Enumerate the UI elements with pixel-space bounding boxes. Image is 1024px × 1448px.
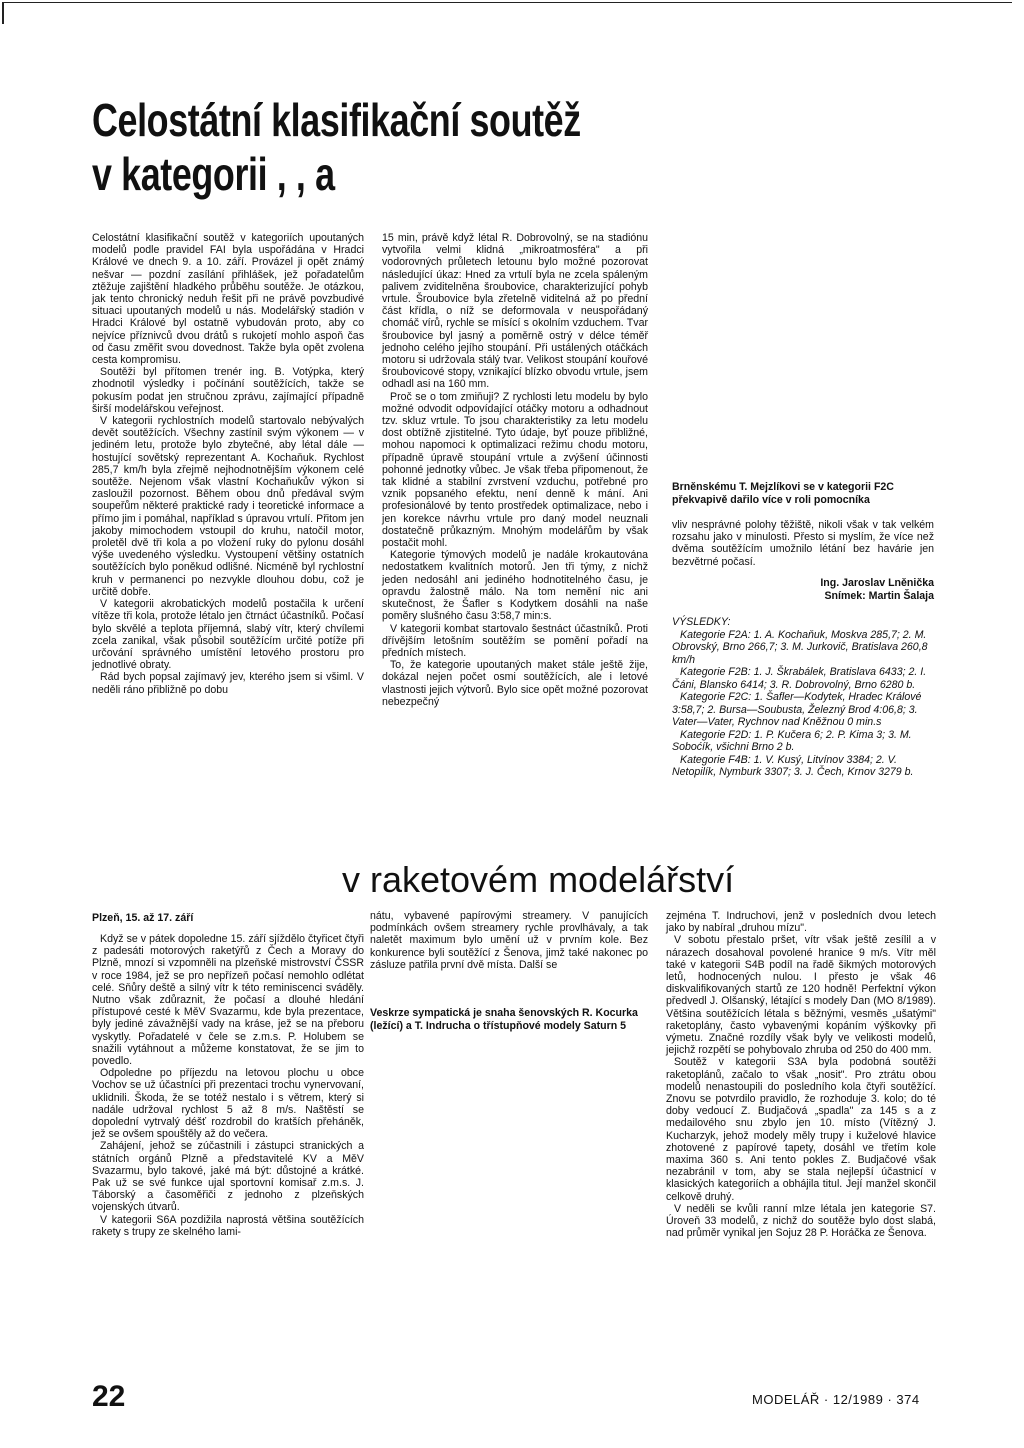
result-line: Kategorie F2C: 1. Šafler—Kodytek, Hradec Králové 3:58,7; 2. Bursa—Soubusta, Železný Brod 4:06,8; 3. Vater—Vater, Rychnov nad Kněžnou 0 min.s bbox=[672, 691, 922, 728]
result-line: Kategorie F4B: 1. V. Kusý, Litvínov 3384; 2. V. Netopilík, Nymburk 3307; 3. J. Čech, Krnov 3279 b. bbox=[672, 753, 914, 778]
dateline: Plzeň, 15. až 17. září bbox=[92, 912, 194, 924]
article2-column-2 bbox=[370, 910, 648, 971]
result-line: Kategorie F2A: 1. A. Kochaňuk, Moskva 285,7; 2. M. Obrovský, Brno 266,7; 3. M. Jurkovič, Bratislava 260,8 km/h bbox=[672, 628, 928, 666]
paragraph: Proč se o tom zmiňuji? Z rychlosti letu modelu by bylo možné odvodit odpovídající otáčky motoru a odhadnout tzv. skluz vrtule. To jsou charakteristiky za letu modelu dost obtížně zjistitelné. Tyto údaje, byť pouze přibližné, mohou napomoci k optimalizaci režimu chodu motoru, případně úpravě stoupání vrtule a zvýšení účinnosti pohonné jednotky vůbec. Je však třeba připomenout, že tak klidné a stabilní zvrstvení vzduchu, potřebné pro vznik popsaného efektu, není denně k mání. Ani profesionálové by tento prostředek optimalizace, nebo i jen korekce návrhu vrtule pro daný model neuznali dostatečně průkazným. Mnohým modelářům by však postačit mohl. bbox=[382, 390, 648, 550]
paragraph: V sobotu přestalo pršet, vítr však ještě zesílil a v nárazech dosahoval povolené hranice 9 m/s. Vítr měl také v kategorii S4B podíl na řadě šikmých motorových letů, hodnocených nulou. I přesto je však 46 diskvalifikovaných startů ze 120 hodně! Perfektní výkon předvedl J. Olšanský, létající s modely Dan (MO 8/1989). Většina soutěžících létala s běžnými, vesměs „ušatými" raketoplány, často vybavenými kopáním výškovky při výmetu. Značné rozdíly však byly ve velikosti modelů, jejichž rozpětí se pohybovalo zhruba od 250 do 400 mm. bbox=[666, 934, 936, 1057]
article1-column-1 bbox=[92, 232, 364, 696]
paragraph: Soutěži byl přítomen trenér ing. B. Votýpka, který zhodnotil výsledky i počínání soutěžících, takže se pokusím podat jen stručnou zprávu, zajímající případně širší modelářskou veřejnost. bbox=[92, 366, 364, 415]
paragraph: Soutěž v kategorii S3A byla podobná soutěži raketoplánů, začalo to však „nosit". Pro ztrátu obou modelů nenastoupili do posledního kola čtyři soutěžící. Znovu se potvrdilo pravidlo, že rozhoduje 3. kolo; do té doby vedoucí Z. Budjačová „spadla" za 145 s a z medailového snu zbylo jen 10. místo (Vítězný J. Kucharzyk, jehož modely měly trupy i kuželové hlavice zhotovené z papírové tapety, dosáhl ve třetím kole maxima 360 s. Ani tento pokles Z. Budjačové však nezabránil v tom, aby se stala nejlepší účastnicí v klasických kategoriích a obhájila titul. Její manžel skončil celkově druhý. bbox=[666, 1056, 936, 1203]
article1-column-2 bbox=[382, 232, 648, 708]
paragraph: Kategorie týmových modelů je nadále krokautována nedostatkem kvalitních motorů. Jen tři týmy, z nichž jeden nedosáhl ani jediného hodnotitelného času, je opravdu žalostně málo. Na tom nemění nic ani skutečnost, že Šafler s Kodytkem dosáhli na naše poměry slušného času 3:58,7 min:s. bbox=[382, 549, 648, 623]
photo-credit: Snímek: Martin Šalaja bbox=[824, 589, 934, 602]
results-title: VÝSLEDKY: bbox=[672, 616, 731, 628]
paragraph: To, že kategorie upoutaných maket stále ještě žije, dokázal nejen počet osmi soutěžících, ale i letové vlastnosti jejich výtvorů. Bylo sice opět možné pozorovat nebezpečný bbox=[382, 659, 648, 708]
author-name: Ing. Jaroslav Lněnička bbox=[820, 577, 934, 589]
photo-caption-2: Veskrze sympatická je snaha šenovských R. Kocurka (ležící) a T. Indrucha o třístupňové modely Saturn 5 bbox=[370, 1007, 638, 1032]
rocket-headline: v raketovém modelářství bbox=[342, 859, 735, 900]
results-box bbox=[672, 616, 934, 779]
paragraph: Když se v pátek dopoledne 15. září sjíždělo čtyřicet čtyři z padesáti motorových raketýřů z Čech a Moravy do Plzně, mnozí si vzpomněli na plzeňské mistrovství ČSSR v roce 1984, jež se pro nepřízeň počasí nemohlo odlétat celé. Sňůry deště a silný vítr k této reminiscenci sváděly. Nutno však zdůraznit, že počasí a dlouhé hledání přístupové cesté k MěV Svazarmu, kde byla prezentace, byly jediné závažnější vady na kráse, jež se na přeboru vyskytly. Pořadatelé v čele se z.m.s. P. Holubem se snažili vytáhnout a můžeme konstatovat, že se jim to povedlo. bbox=[92, 933, 364, 1068]
article2-column-3 bbox=[666, 910, 936, 1239]
issue-footer: MODELÁŘ · 12/1989 · 374 bbox=[752, 1392, 920, 1407]
headline-line-2: v kategorii , , a bbox=[92, 148, 335, 200]
paragraph: Odpoledne po příjezdu na letovou plochu u obce Vochov se už účastníci při prezentaci trochu vynervovaní, uklidnili. Škoda, že se totéž nestalo i s větrem, který si nadále udržoval rychlost 5 až 8 m/s. Naštěstí se dopolední vytrvalý déšť rozdrobil do kratších přeháněk, jež se ovšem spouštěly až do večera. bbox=[92, 1067, 364, 1141]
top-rule bbox=[2, 2, 1012, 3]
result-line: Kategorie F2D: 1. P. Kučera 6; 2. P. Kima 3; 3. M. Soboćík, všichni Brno 2 b. bbox=[672, 728, 912, 753]
paragraph: 15 min, právě když létal R. Dobrovolný, se na stadiónu vytvořila velmi klidná „mikroatmosféra" a při vodorovných průletech letounu bylo možné pozorovat následující úkaz: Hned za vrtulí byla ne zcela spáleným palivem zviditelněna šroubovice, charakterizující pohyb vrtule. Šroubovice byla zřetelně viditelná až po přední část křídla, o níž se deformovala v neuspořádaný chomáč vírů, rychle se mísící s okolním vzduchem. Tvar šroubovice byl jasný a poměrně ostrý v délce téměř jednoho celého jejího stoupání. Při ustálených otáčkách motoru si udržovala stálý tvar. Velikost stoupání kouřové šroubovicové stopy, vznikající blízko obvodu vrtule, jsem odhadl asi na 160 mm. bbox=[382, 232, 648, 391]
paragraph: Celostátní klasifikační soutěž v kategoriích upoutaných modelů podle pravidel FAI byla uspořádána v Hradci Králové ve dnech 9. a 10. září. Provázel ji opět známý nešvar — pozdní zasílání přihlášek, jež pořadatelům ztěžuje zajištění hladkého průběhu soutěže. Je otázkou, jak tento chronický neduh řešit při ne právě povzbudivé situaci upoutaných modelů u nás. Modelářský stadión v Hradci Králové byl ostatně vybudován proto, aby co nejvíce příznivců dvou drátů s rukojetí mohlo aspoň čas od času změřit svou dovednost. Takže byla opět zvolena cesta kompromisu. bbox=[92, 232, 364, 367]
paragraph: vliv nesprávné polohy těžiště, nikoli však v tak velkém rozsahu jako v minulosti. Přesto si myslím, že více než dvěma soutěžícím umožnilo létání bez havárie jen bezvětrné počasí. bbox=[672, 519, 934, 568]
photo-caption: Brněnskému T. Mejzlíkovi se v kategorii F2C překvapivě dařilo více v roli pomocníka bbox=[672, 481, 894, 506]
result-line: Kategorie F2B: 1. J. Škrabálek, Bratislava 6433; 2. I. Čáni, Blansko 6414; 3. R. Dobrovolný, Brno 6280 b. bbox=[672, 666, 927, 691]
paragraph: V kategorii kombat startovalo šestnáct účastníků. Proti dřívějším letošním soutěžím se pomění pořadí na předních místech. bbox=[382, 622, 648, 659]
paragraph: zejména T. Indruchovi, jenž v posledních dvou letech jako by nabíral „druhou mízu". bbox=[666, 910, 936, 935]
headline-line-1: Celostátní klasifikační soutěž bbox=[92, 94, 581, 146]
author-credit bbox=[672, 577, 934, 602]
article1-column-3 bbox=[672, 519, 934, 568]
paragraph: V kategorii rychlostních modelů startovalo nebývalých devět soutěžících. Všechny zastínil svým výkonem — v jediném letu, protože bylo zbytečné, aby létal dále — hostující sovětský reprezentant A. Kochaňuk. Rychlost 285,7 km/h byla zřejmě nejhodnotnějším výkonem celé soutěže. Nejenom však vlastní Kochaňukův výkon si zasloužil pozornost. Během obou dnů předával svým soupeřům některé praktické rady i teoretické informace a přímo jim i pomáhal, například s úpravou vrtulí. Přitom jen jakoby mimochodem vstoupil do kruhu, natočil motor, proletěl dvě tři kola a po vložení ruky do pylonu dosáhl výše uvedeného výsledku. Vystoupení většiny ostatních soutěžících bylo poněkud odlišné. Nicméně byl rychlostní kruh v permanenci po nezvykle dlouhou dobu, což je určitě dobře. bbox=[92, 415, 364, 598]
paragraph: V neděli se kvůli ranní mlze létala jen kategorie S7. Úroveň 33 modelů, z nichž do soutěže bylo dost slabá, nad průměr vynikal jen Sojuz 28 P. Horáčka ze Šenova. bbox=[666, 1202, 936, 1240]
paragraph: Rád bych popsal zajímavý jev, kterého jsem si všiml. V neděli ráno přibližně po dobu bbox=[92, 671, 364, 696]
paragraph: V kategorii S6A pozdižila naprostá většina soutěžících rakety s trupy ze skelného lami- bbox=[92, 1213, 364, 1238]
paragraph: nátu, vybavené papírovými streamery. V panujících podmínkách ovšem streamery rychle provlhávaly, a tak naletět maximum bylo umění už v prvním kole. Bez konkurence byli soutěžící z Šenova, jimž také nakonec po zásluze patřila první dvě místa. Další se bbox=[370, 910, 648, 971]
paragraph: V kategorii akrobatických modelů postačila k určení vítěze tři kola, protože létalo jen čtrnáct účastníků. Počasí bylo skvělé a teplota příjemná, slabý vítr, který chvílemi zcela zanikal, však působil soutěžícím určité potíže při určování správného umístění letového prostoru pro jednotlivé obraty. bbox=[92, 598, 364, 672]
corner-mark bbox=[2, 2, 4, 24]
page-number: 22 bbox=[92, 1380, 126, 1413]
article2-column-1 bbox=[92, 933, 364, 1238]
paragraph: Zahájení, jehož se zúčastnili i zástupci stranických a státních orgánů Plzně a představitelé KV a MěV Svazarmu, bylo takové, jaké má být: důstojné a krátké. Pak už se své funkce ujal sportovní komisař z.m.s. J. Táborský a časoměřiči z jednoho z plzeňských vojenských útvarů. bbox=[92, 1140, 364, 1214]
